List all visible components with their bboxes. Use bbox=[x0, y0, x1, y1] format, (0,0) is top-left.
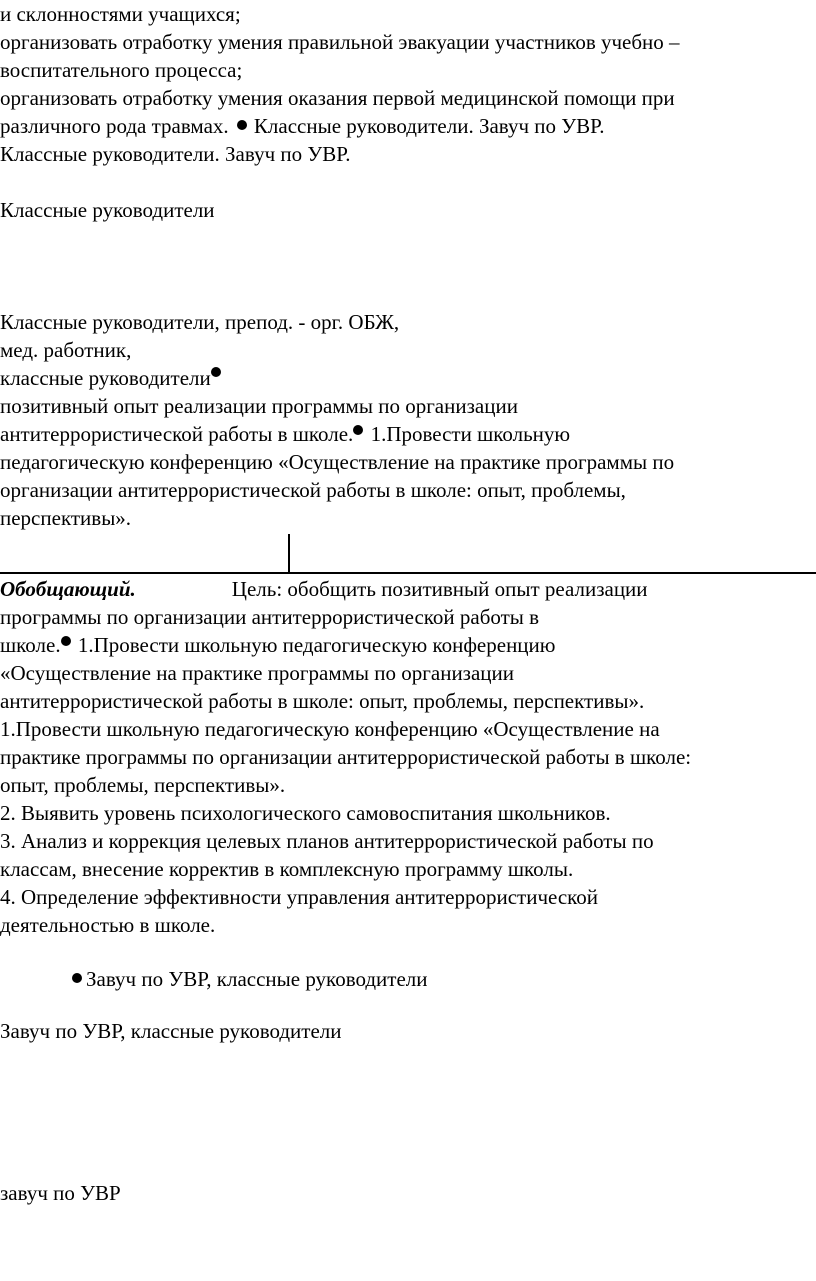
text-line bbox=[0, 659, 514, 687]
text-line bbox=[0, 420, 570, 448]
text-line-content: Завуч по УВР, классные руководители bbox=[86, 967, 428, 991]
table-row-divider bbox=[0, 572, 816, 574]
text-line bbox=[0, 771, 285, 799]
bullet-icon bbox=[72, 973, 82, 983]
text-line bbox=[0, 56, 242, 84]
text-line bbox=[0, 631, 555, 659]
text-line-content: различного рода травмах. bbox=[0, 114, 229, 138]
text-line-content: 3. Анализ и коррекция целевых планов антитеррористической работы по bbox=[0, 829, 654, 853]
bullet-icon bbox=[353, 425, 363, 435]
text-line-content: организовать отработку умения оказания первой медицинской помощи при bbox=[0, 86, 675, 110]
text-line bbox=[0, 504, 131, 532]
text-line-content: классам, внесение корректив в комплексную программу школы. bbox=[0, 857, 574, 881]
bullet-icon bbox=[211, 367, 221, 377]
text-line bbox=[0, 476, 626, 504]
text-line bbox=[0, 1179, 121, 1207]
text-line-content: 1.Провести школьную педагогическую конференцию bbox=[72, 633, 556, 657]
text-line-content: Классные руководители, препод. - орг. ОБЖ, bbox=[0, 310, 400, 334]
text-line bbox=[0, 883, 598, 911]
text-line-content: школе. bbox=[0, 633, 61, 657]
text-line bbox=[0, 308, 399, 336]
text-line-content: 1.Провести школьную педагогическую конференцию «Осуществление на bbox=[0, 717, 660, 741]
table-column-divider bbox=[288, 534, 290, 572]
text-line bbox=[0, 448, 674, 476]
text-line bbox=[0, 196, 215, 224]
text-line-content: мед. работник, bbox=[0, 338, 132, 362]
text-line bbox=[0, 603, 539, 631]
text-line-content: программы по организации антитеррористической работы в bbox=[0, 605, 540, 629]
text-line bbox=[0, 743, 691, 771]
text-line bbox=[0, 84, 675, 112]
text-line bbox=[0, 392, 518, 420]
text-line bbox=[0, 911, 215, 939]
text-line bbox=[0, 1017, 342, 1045]
text-line bbox=[0, 0, 241, 28]
text-line bbox=[0, 715, 660, 743]
text-line-content: позитивный опыт реализации программы по организации bbox=[0, 394, 518, 418]
section-heading: Обобщающий. bbox=[0, 577, 136, 601]
text-line-content: Завуч по УВР, классные руководители bbox=[0, 1019, 342, 1043]
text-line-content: практике программы по организации антитеррористической работы в школе: bbox=[0, 745, 692, 769]
text-line-content: Классные руководители. Завуч по УВР. bbox=[248, 114, 605, 138]
text-line bbox=[72, 965, 428, 993]
bullet-icon bbox=[237, 120, 247, 130]
text-line-content: 2. Выявить уровень психологического самовоспитания школьников. bbox=[0, 801, 611, 825]
text-line bbox=[0, 827, 654, 855]
text-line-content: Классные руководители. Завуч по УВР. bbox=[0, 142, 351, 166]
text-line-content: Цель: обобщить позитивный опыт реализации bbox=[231, 577, 648, 601]
text-line-content: деятельностью в школе. bbox=[0, 913, 216, 937]
text-line-content: организовать отработку умения правильной эвакуации участников учебно – bbox=[0, 30, 680, 54]
text-line-content: организации антитеррористической работы в школе: опыт, проблемы, bbox=[0, 478, 626, 502]
text-line bbox=[0, 28, 680, 56]
text-line bbox=[0, 140, 351, 168]
text-line-content: 1.Провести школьную bbox=[365, 422, 571, 446]
text-line-content: и склонностями учащихся; bbox=[0, 2, 241, 26]
text-line-content: педагогическую конференцию «Осуществление на практике программы по bbox=[0, 450, 675, 474]
text-line-content: «Осуществление на практике программы по организации bbox=[0, 661, 515, 685]
text-line bbox=[0, 112, 604, 140]
text-line-content: классные руководители bbox=[0, 366, 211, 390]
text-line bbox=[0, 855, 573, 883]
text-line bbox=[0, 336, 131, 364]
text-line bbox=[0, 799, 611, 827]
text-line-content: антитеррористической работы в школе: опыт, проблемы, перспективы». bbox=[0, 689, 645, 713]
text-line-content: опыт, проблемы, перспективы». bbox=[0, 773, 286, 797]
text-line-content: завуч по УВР bbox=[0, 1181, 121, 1205]
text-line-content: воспитательного процесса; bbox=[0, 58, 243, 82]
text-line-content: Классные руководители bbox=[0, 198, 215, 222]
text-line bbox=[0, 575, 648, 603]
bullet-icon bbox=[61, 636, 71, 646]
text-line-content: 4. Определение эффективности управления антитеррористической bbox=[0, 885, 599, 909]
text-line-content: антитеррористической работы в школе. bbox=[0, 422, 354, 446]
text-line bbox=[0, 364, 223, 392]
text-line-content: перспективы». bbox=[0, 506, 132, 530]
text-line bbox=[0, 687, 644, 715]
